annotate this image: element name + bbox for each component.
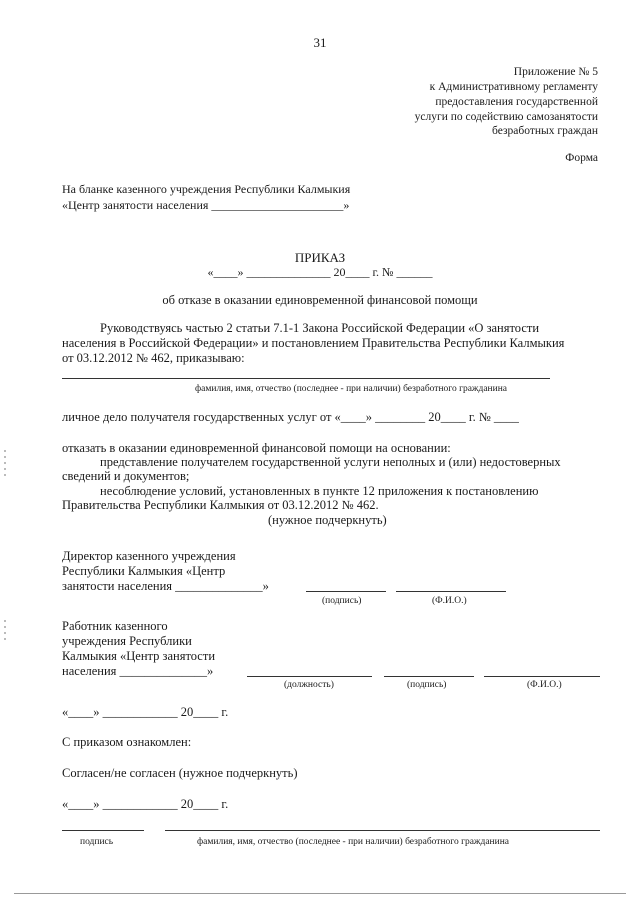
appendix-line: Приложение № 5: [513, 66, 598, 78]
form-label: Форма: [565, 152, 598, 164]
page-number: 31: [313, 35, 327, 50]
worker-title: учреждения Республики: [62, 634, 192, 648]
body-text: Руководствуясь частью 2 статьи 7.1-1 Закона Российской Федерации «О занятости: [100, 321, 540, 335]
worker-sign-line: [384, 676, 474, 677]
director-title: занятости населения ______________»: [62, 579, 269, 593]
acquainted-text: С приказом ознакомлен:: [62, 735, 192, 749]
director-fio-line: [396, 591, 506, 592]
reason-2-cont: Правительства Республики Калмыкия от 03.12.2012 № 462.: [62, 498, 379, 512]
underline-note: (нужное подчеркнуть): [268, 513, 387, 527]
order-title: ПРИКАЗ: [294, 250, 346, 265]
scan-artifact: [14, 893, 626, 894]
director-title: Директор казенного учреждения: [62, 549, 236, 563]
reason-1: представление получателем государственной услуги неполных и (или) недостоверных: [100, 455, 561, 469]
appendix-line: к Административному регламенту: [429, 81, 598, 93]
letterhead-line: «Центр занятости населения ______________________»: [62, 198, 350, 212]
appendix-line: предоставления государственной: [435, 96, 598, 108]
footer-sign-caption: подпись: [80, 837, 114, 847]
agree-text: Согласен/не согласен (нужное подчеркнуть): [62, 766, 298, 780]
director-sign-line: [306, 591, 386, 592]
worker-title: Работник казенного: [62, 619, 168, 633]
director-fio-caption: (Ф.И.О.): [432, 596, 467, 606]
date-line: «____» ____________ 20____ г.: [62, 705, 229, 719]
refuse-basis-text: отказать в оказании единовременной финансовой помощи на основании:: [62, 441, 451, 455]
worker-title: Калмыкия «Центр занятости: [62, 649, 216, 663]
scan-artifact: [4, 620, 6, 642]
letterhead-line: На бланке казенного учреждения Республики Калмыкия: [62, 182, 351, 196]
footer-sign-line: [62, 830, 144, 831]
date-line: «____» ____________ 20____ г.: [62, 797, 229, 811]
worker-title: населения ______________»: [62, 664, 214, 678]
worker-fio-caption: (Ф.И.О.): [527, 680, 562, 690]
appendix-line: безработных граждан: [492, 125, 598, 137]
order-date-number: «____» ______________ 20____ г. № ______: [207, 265, 433, 279]
appendix-line: услуги по содействию самозанятости: [414, 111, 598, 123]
body-text: населения в Российской Федерации» и постановлением Правительства Республики Калмыкия: [62, 336, 565, 350]
footer-fio-caption: фамилия, имя, отчество (последнее - при наличии) безработного гражданина: [197, 837, 510, 847]
reason-1-cont: сведений и документов;: [62, 469, 190, 483]
personal-file-text: личное дело получателя государственных услуг от «____» ________ 20____ г. № ____: [62, 410, 519, 424]
worker-fio-line: [484, 676, 600, 677]
order-subject: об отказе в оказании единовременной финансовой помощи: [162, 293, 478, 307]
worker-sign-caption: (подпись): [407, 680, 447, 690]
scan-artifact: [4, 450, 6, 480]
body-text: от 03.12.2012 № 462, приказываю:: [62, 351, 245, 365]
worker-position-caption: (должность): [284, 680, 334, 690]
director-title: Республики Калмыкия «Центр: [62, 564, 226, 578]
director-sign-caption: (подпись): [322, 596, 362, 606]
fio-caption: фамилия, имя, отчество (последнее - при наличии) безработного гражданина: [195, 384, 508, 394]
worker-position-line: [247, 676, 372, 677]
footer-fio-line: [165, 830, 600, 831]
fio-line: [62, 378, 550, 379]
reason-2: несоблюдение условий, установленных в пункте 12 приложения к постановлению: [100, 484, 539, 498]
